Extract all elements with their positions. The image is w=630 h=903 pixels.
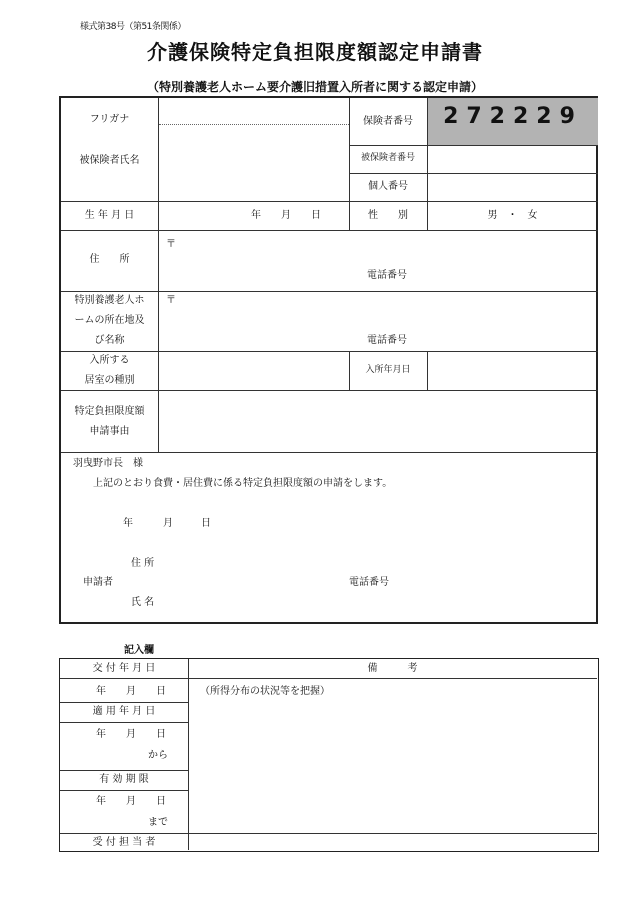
admission-date-field[interactable] — [428, 352, 598, 390]
application-form — [59, 96, 598, 624]
staff-label: 受 付 担 当 者 — [92, 837, 156, 848]
birth-date-field[interactable]: 年 月 日 — [251, 210, 321, 221]
addressee: 羽曳野市長 様 — [73, 458, 143, 469]
insurer-number-label: 保険者番号 — [363, 116, 413, 127]
personal-number-field[interactable] — [428, 174, 598, 201]
applicant-phone-label: 電話番号 — [349, 577, 389, 588]
personal-number-label: 個人番号 — [368, 181, 408, 192]
insured-name-label: 被保険者氏名 — [79, 155, 140, 166]
reason-label-line2: 申請事由 — [89, 426, 130, 437]
applicant-address-label: 住 所 — [131, 558, 155, 569]
declaration-day: 日 — [201, 518, 211, 529]
issue-date-field[interactable]: 年 月 日 — [96, 686, 166, 697]
form-number: 様式第38号（第51条関係） — [80, 22, 186, 32]
facility-label-line2: ームの所在地及 — [74, 315, 145, 326]
page-subtitle: （特別養護老人ホーム要介護旧措置入所者に関する認定申請） — [146, 80, 483, 94]
notes-heading: 記入欄 — [124, 645, 154, 656]
reason-label-line1: 特定負担限度額 — [74, 406, 145, 417]
birth-date-label: 生 年 月 日 — [84, 210, 135, 221]
sex-options[interactable]: 男 ・ 女 — [487, 210, 538, 221]
declaration-month: 月 — [163, 518, 173, 529]
facility-phone-label: 電話番号 — [367, 335, 407, 346]
declaration-statement: 上記のとおり食費・居住費に係る特定負担限度額の申請をします。 — [93, 478, 393, 489]
admission-date-label: 入所年月日 — [365, 365, 411, 375]
room-type-field[interactable] — [159, 352, 348, 390]
insured-number-label: 被保険者番号 — [360, 153, 415, 163]
postal-mark: 〒 — [166, 239, 176, 250]
declaration-year: 年 — [123, 518, 133, 529]
staff-field[interactable] — [189, 834, 597, 850]
from-label: から — [148, 750, 168, 761]
facility-label-line1: 特別養護老人ホ — [74, 295, 145, 306]
address-phone-label: 電話番号 — [367, 270, 407, 281]
facility-postal-mark: 〒 — [166, 295, 176, 306]
valid-period-label: 有 効 期 限 — [99, 774, 149, 785]
furigana-label: フリガナ — [89, 114, 130, 125]
insured-name-field[interactable] — [159, 125, 348, 201]
remarks-note: （所得分布の状況等を把握） — [200, 686, 330, 697]
applicant-name-label: 氏 名 — [131, 597, 155, 608]
insurer-number-value: 272229 — [443, 104, 583, 129]
facility-label-line3: び名称 — [94, 335, 125, 346]
sex-label: 性 別 — [368, 210, 408, 221]
insured-number-field[interactable] — [428, 146, 598, 173]
issue-date-label: 交 付 年 月 日 — [92, 663, 156, 674]
reason-field[interactable] — [159, 391, 598, 452]
apply-date-field[interactable]: 年 月 日 — [96, 729, 166, 740]
address-label: 住 所 — [89, 254, 130, 265]
page-title: 介護保険特定負担限度額認定申請書 — [147, 40, 483, 64]
room-type-label-line1: 入所する — [89, 355, 130, 366]
remarks-label: 備 考 — [367, 663, 418, 674]
until-label: まで — [148, 817, 168, 828]
room-type-label-line2: 居室の種別 — [84, 375, 135, 386]
notes-table — [59, 658, 599, 852]
applicant-label: 申請者 — [83, 577, 113, 588]
valid-until-field[interactable]: 年 月 日 — [96, 796, 166, 807]
apply-date-label: 適 用 年 月 日 — [92, 706, 156, 717]
